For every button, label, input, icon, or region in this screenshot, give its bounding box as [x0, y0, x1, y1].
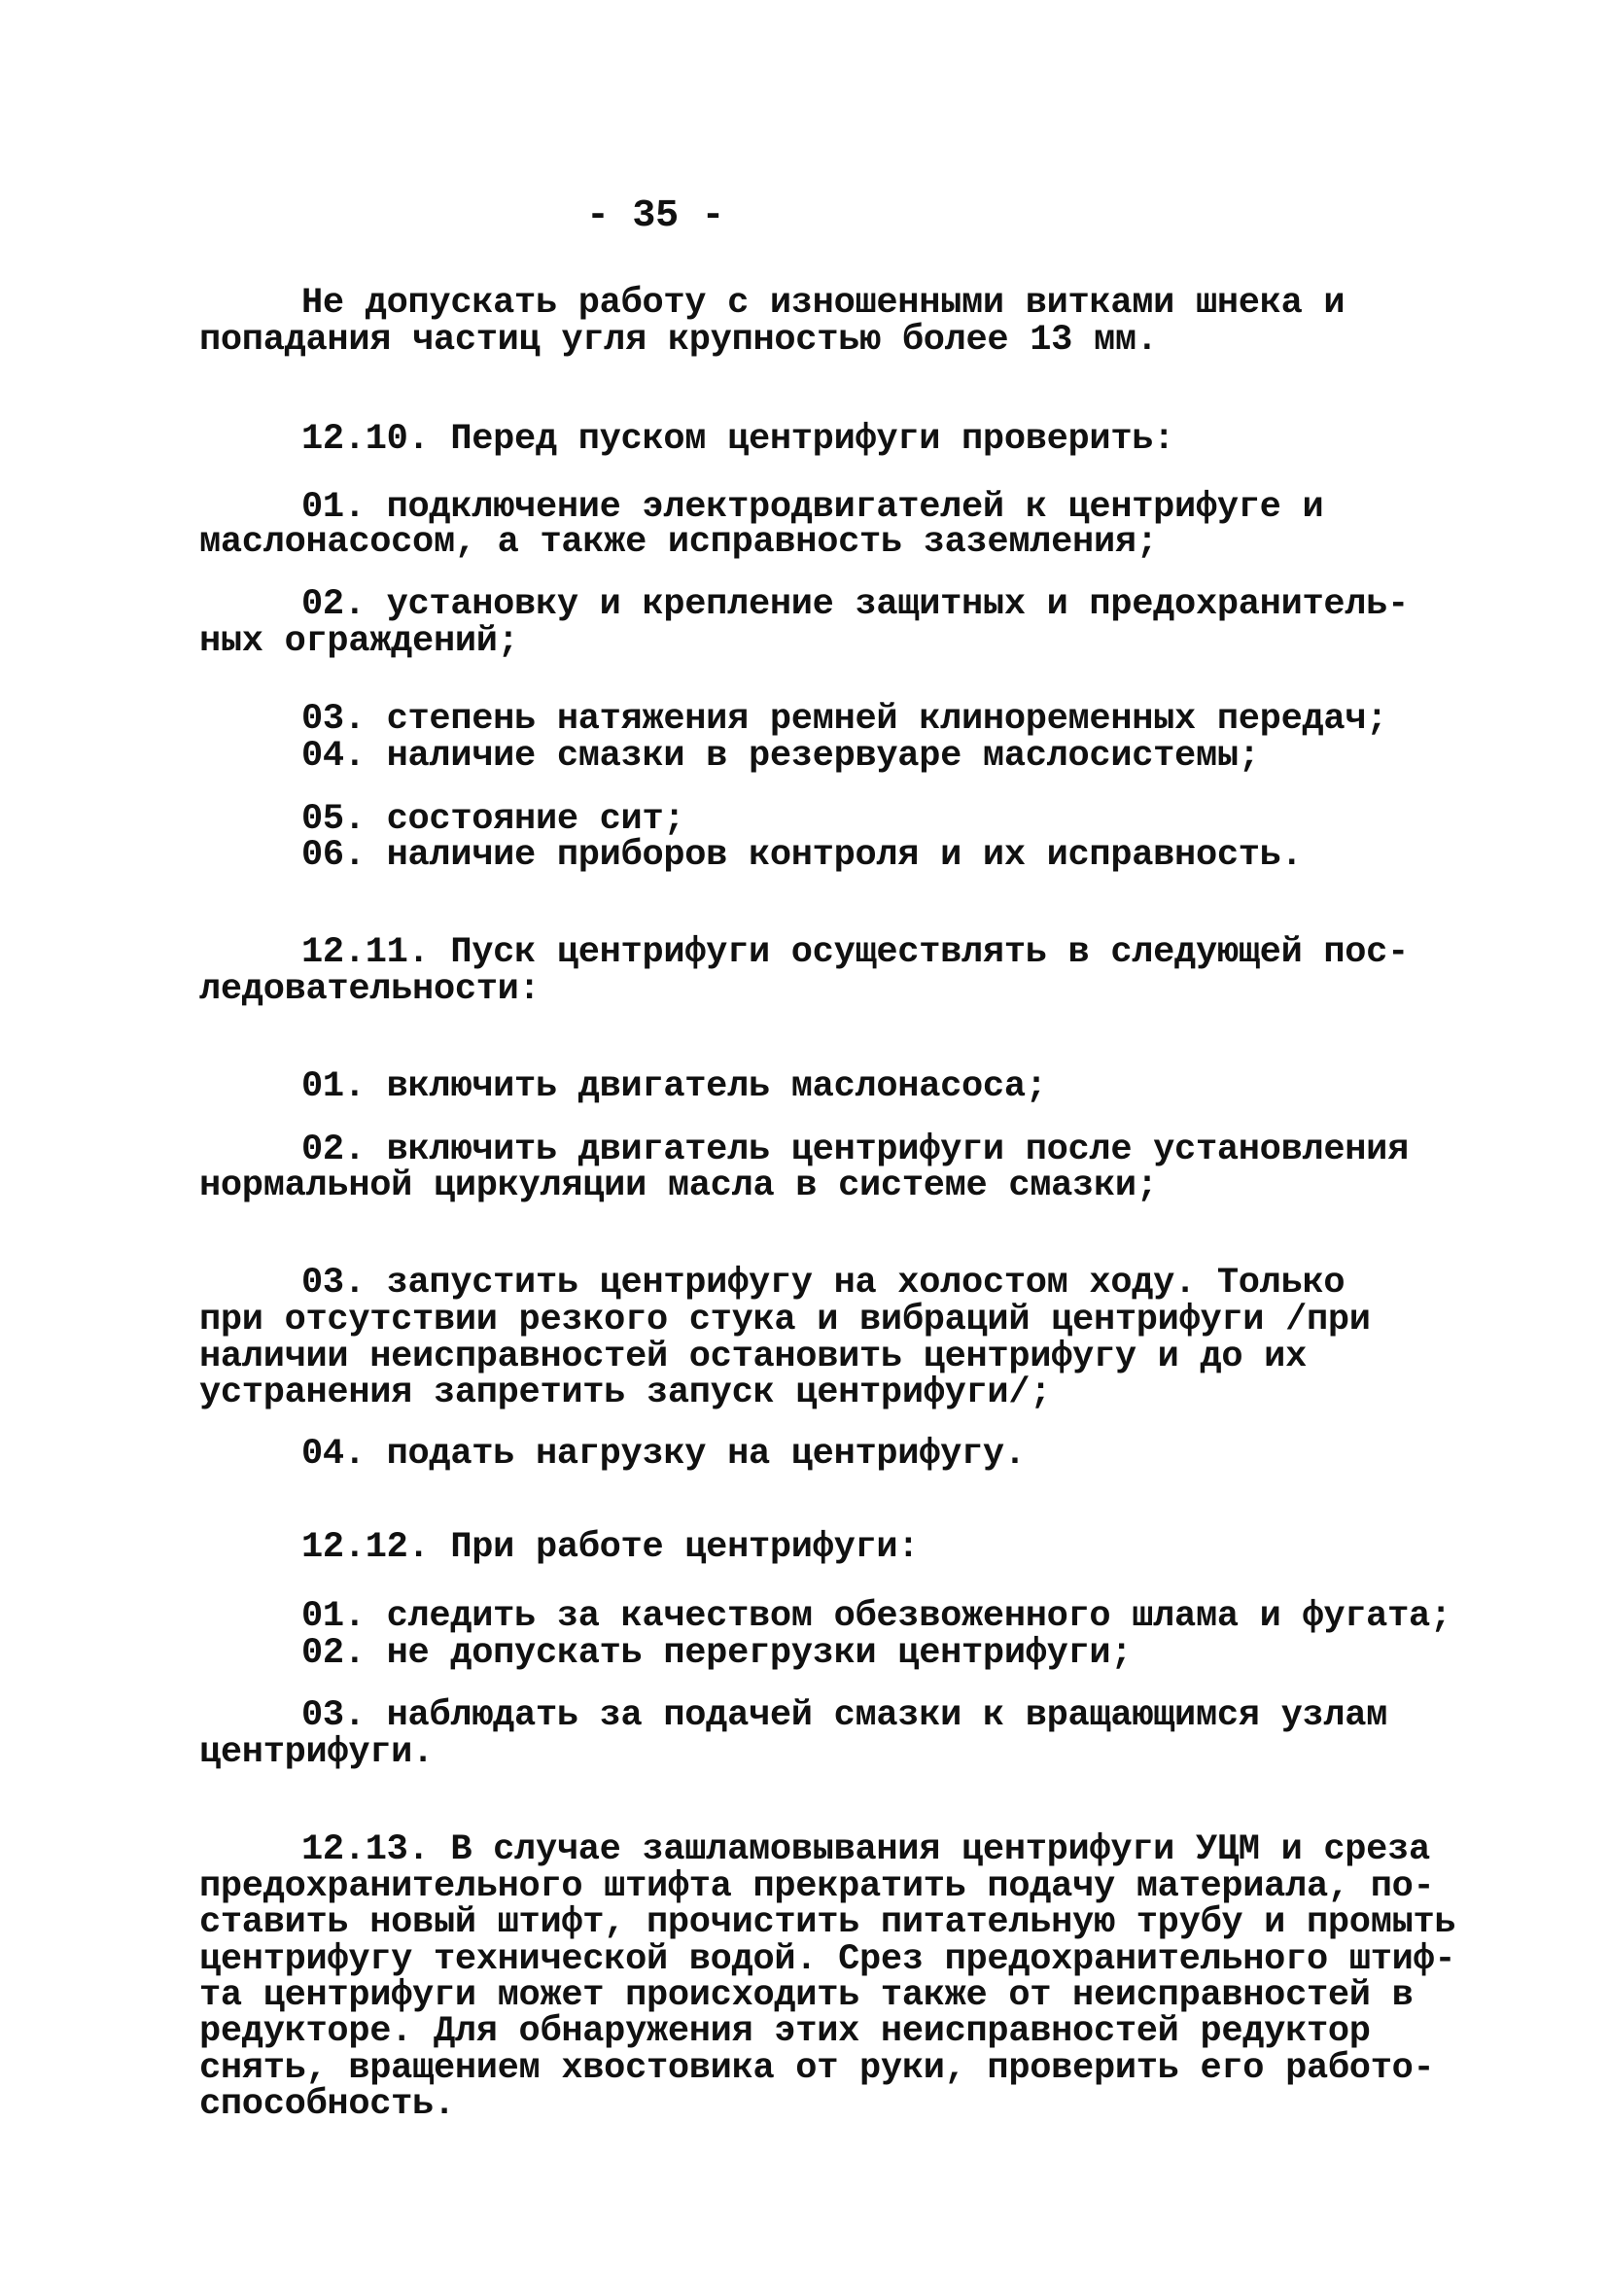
text-line: ставить новый штифт, прочистить питательную трубу и промыть [199, 1902, 1456, 1943]
text-line: маслонасосом, а также исправность заземления; [199, 522, 1158, 563]
text-line: 01. подключение электродвигателей к центрифуге и [301, 487, 1324, 528]
text-line: 03. наблюдать за подачей смазки к вращающимся узлам [301, 1695, 1388, 1736]
text-line: нормальной циркуляции масла в системе смазки; [199, 1165, 1158, 1206]
text-line: 05. состояние сит; [301, 799, 685, 840]
text-line: 01. включить двигатель маслонасоса; [301, 1066, 1047, 1107]
text-line: устранения запретить запуск центрифуги/; [199, 1373, 1052, 1413]
text-line: 02. не допускать перегрузки центрифуги; [301, 1633, 1133, 1674]
text-line: 02. включить двигатель центрифуги после установления [301, 1130, 1409, 1170]
section-heading: 12.13. В случае зашламовывания центрифуги УЦМ и среза [301, 1829, 1430, 1870]
text-line: центрифуги. [199, 1732, 434, 1773]
text-line: Не допускать работу с изношенными витками шнека и [301, 283, 1346, 324]
text-line: 01. следить за качеством обезвоженного шлама и фугата; [301, 1596, 1451, 1637]
text-line: та центрифуги может происходить также от неисправностей в [199, 1975, 1414, 2016]
text-line: 04. подать нагрузку на центрифугу. [301, 1434, 1026, 1475]
text-line: попадания частиц угля крупностью более 13 мм. [199, 320, 1158, 361]
text-line: при отсутствии резкого стука и вибраций центрифуги /при [199, 1300, 1371, 1340]
section-heading: 12.12. При работе центрифуги: [301, 1527, 920, 1568]
text-line: способность. [199, 2084, 455, 2125]
text-line: редукторе. Для обнаружения этих неисправностей редуктор [199, 2011, 1371, 2052]
text-line: ных ограждений; [199, 621, 519, 662]
text-line: 06. наличие приборов контроля и их исправность. [301, 835, 1303, 876]
section-heading: 12.10. Перед пуском центрифуги проверить: [301, 419, 1175, 460]
text-line: 03. степень натяжения ремней клиноременных передач; [301, 699, 1388, 740]
text-line: 04. наличие смазки в резервуаре маслосистемы; [301, 736, 1260, 777]
text-line: наличии неисправностей остановить центрифугу и до их [199, 1337, 1307, 1377]
text-line: ледовательности: [199, 969, 541, 1010]
text-line: 03. запустить центрифугу на холостом ходу. Только [301, 1263, 1346, 1304]
text-line: центрифугу технической водой. Срез предохранительного штиф- [199, 1939, 1456, 1980]
section-heading: 12.11. Пуск центрифуги осуществлять в следующей пос- [301, 932, 1409, 973]
text-line: снять, вращением хвостовика от руки, проверить его работо- [199, 2048, 1435, 2089]
text-line: 02. установку и крепление защитных и предохранитель- [301, 584, 1409, 625]
text-line: предохранительного штифта прекратить подачу материала, по- [199, 1866, 1435, 1907]
page-number: - 35 - [586, 194, 725, 238]
